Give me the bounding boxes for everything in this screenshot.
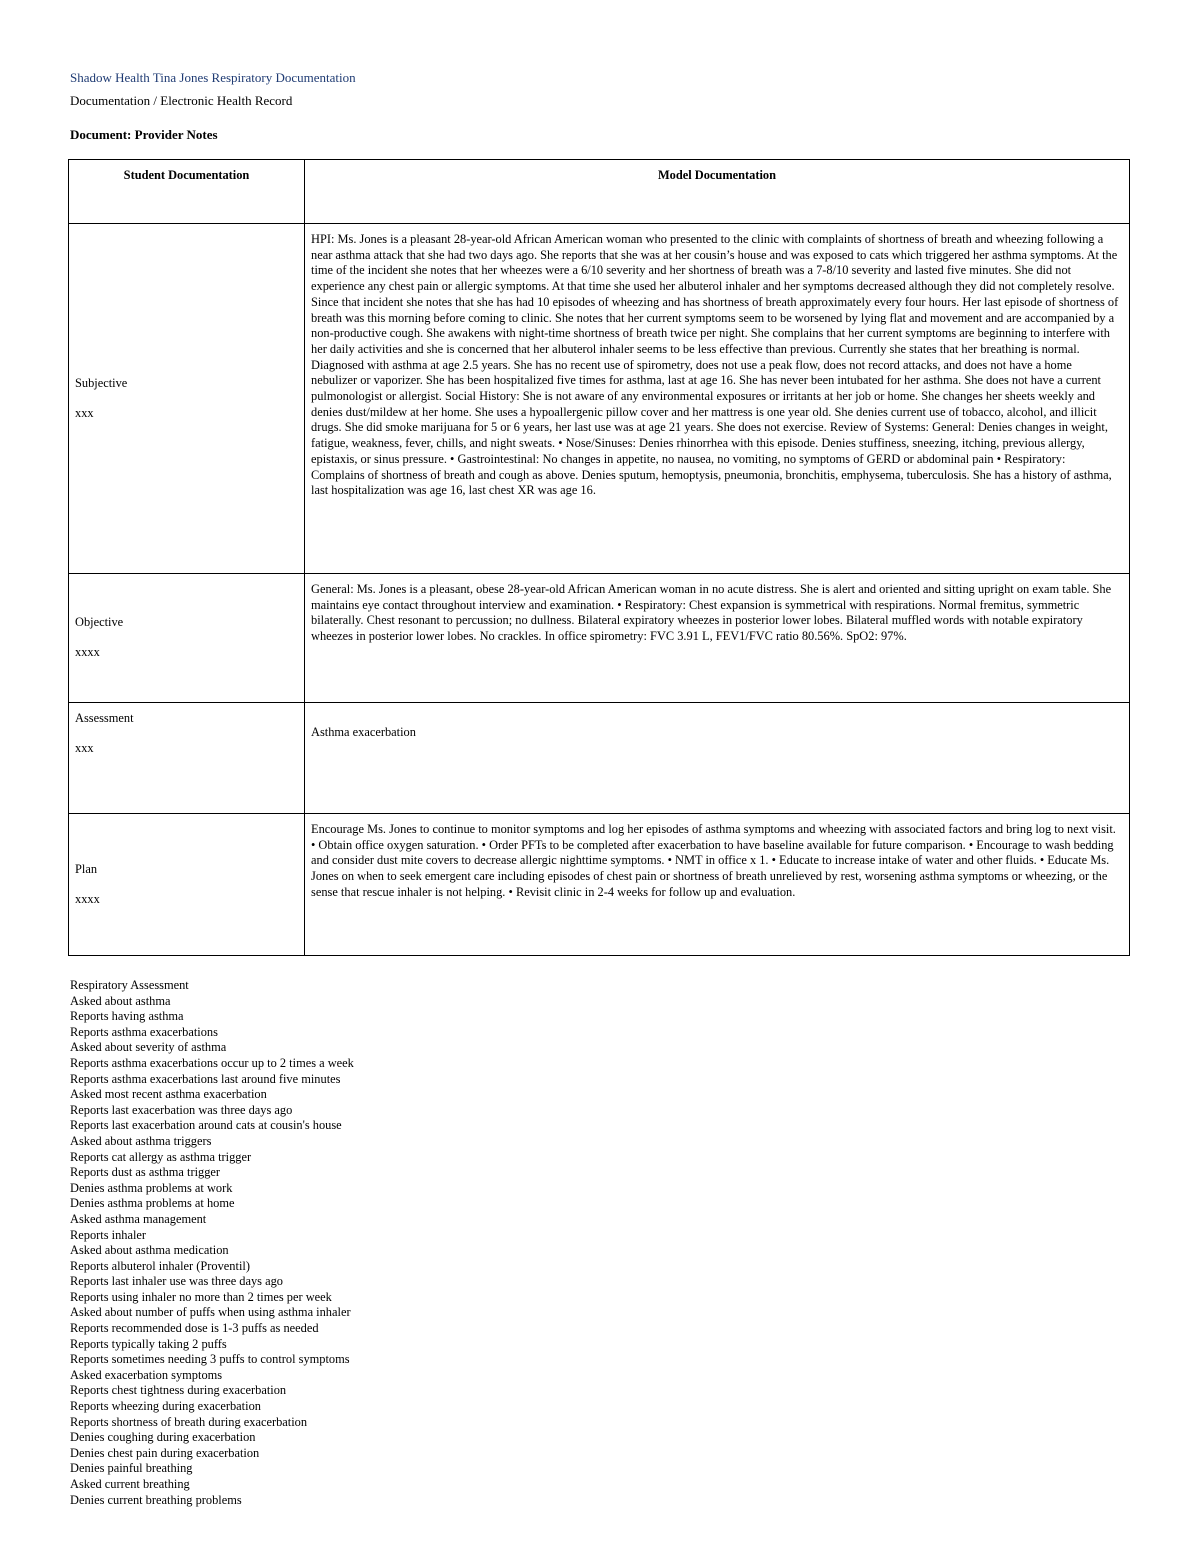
list-item: Reports having asthma bbox=[70, 1009, 184, 1024]
list-item: Asked exacerbation symptoms bbox=[70, 1367, 223, 1382]
list-item: Reports shortness of breath during exacerbation bbox=[70, 1414, 308, 1429]
model-cell-objective: General: Ms. Jones is a pleasant, obese 28-year-old African American woman in no acute distress. She is alert and oriented and sitting upright on exam table. She maintains eye contact throughout interview and examination. • Respiratory: Chest expansion is symmetrical with respirations. Normal fremitus, symmetric bilaterally. Chest resonant to percussion; no dullness. Bilateral expiratory wheezes in posterior lower lobes. Bilateral muffled words with notable expiratory wheezes in posterior lower lobes. No crackles. In office spirometry: FVC 3.91 L, FEV1/FVC ratio 80.56%. SpO2: 97%. bbox=[305, 574, 1130, 703]
list-item: Reports asthma exacerbations last around five minutes bbox=[70, 1071, 341, 1086]
list-item: Denies coughing during exacerbation bbox=[70, 1430, 256, 1445]
list-item: Reports inhaler bbox=[70, 1227, 147, 1242]
provider-notes-table bbox=[68, 159, 1130, 956]
document-label-key: Document: bbox=[70, 127, 132, 142]
list-item: Reports sometimes needing 3 puffs to control symptoms bbox=[70, 1352, 350, 1367]
table-row-plan bbox=[69, 814, 1130, 956]
student-entry-objective: xxxx bbox=[75, 645, 100, 659]
row-label-assessment: Assessment bbox=[75, 711, 134, 725]
list-item: Asked current breathing bbox=[70, 1477, 190, 1491]
list-item: Asked about severity of asthma bbox=[70, 1040, 227, 1055]
table-row-subjective bbox=[69, 224, 1130, 574]
list-item: Reports last inhaler use was three days ago bbox=[70, 1274, 283, 1289]
table-header-row bbox=[69, 160, 1130, 224]
student-cell-assessment bbox=[69, 703, 305, 814]
row-label-plan: Plan bbox=[75, 861, 98, 876]
row-label-subjective: Subjective bbox=[75, 375, 128, 390]
model-cell-plan: Encourage Ms. Jones to continue to monitor symptoms and log her episodes of asthma symptoms and wheezing with associated factors and bring log to next visit. • Obtain office oxygen saturation. • Order PFTs to be completed after exacerbation to have baseline available for future comparison. • Encourage to wash bedding and consider dust mite covers to decrease allergic nighttime symptoms. • NMT in office x 1. • Educate to increase intake of water and other fluids. • Educate Ms. Jones on when to seek emergent care including episodes of chest pain or shortness of breath unrelieved by rest, worsening asthma symptoms or wheezing, or the sense that rescue inhaler is not helping. • Revisit clinic in 2-4 weeks for follow up and evaluation. bbox=[305, 814, 1130, 956]
list-item: Asked about asthma medication bbox=[70, 1243, 229, 1258]
row-label-objective: Objective bbox=[75, 615, 124, 630]
list-item: Reports chest tightness during exacerbation bbox=[70, 1383, 287, 1398]
document-subtitle: Documentation / Electronic Health Record bbox=[70, 93, 293, 108]
list-item: Denies asthma problems at work bbox=[70, 1180, 233, 1195]
list-item: Reports last exacerbation was three days ago bbox=[70, 1102, 293, 1117]
findings-list bbox=[70, 978, 354, 1508]
list-item: Denies painful breathing bbox=[70, 1461, 193, 1476]
list-item: Denies asthma problems at home bbox=[70, 1196, 235, 1211]
student-cell-objective bbox=[69, 574, 305, 703]
table-row-assessment bbox=[69, 703, 1130, 814]
student-entry-assessment: xxx bbox=[75, 740, 94, 755]
model-cell-subjective: HPI: Ms. Jones is a pleasant 28-year-old African American woman who presented to the clinic with complaints of shortness of breath and wheezing following a near asthma attack that she had two days ago. She reports that she was at her cousin’s house and was exposed to cats which triggered her asthma symptoms. At the time of the incident she notes that her wheezes were a 6/10 severity and her shortness of breath was a 7-8/10 severity and lasted five minutes. She did not experience any chest pain or allergic symptoms. At that time she used her albuterol inhaler and her symptoms decreased although they did not completely resolve. Since that incident she notes that she has had 10 episodes of wheezing and has shortness of breath approximately every four hours. Her last episode of shortness of breath was this morning before coming to clinic. She notes that her current symptoms seem to be worsened by lying flat and movement and are accompanied by a non-productive cough. She awakens with night-time shortness of breath twice per night. She complains that her current symptoms are beginning to interfere with her daily activities and she is concerned that her albuterol inhaler seems to be less effective than previous. Currently she states that her breathing is normal. Diagnosed with asthma at age 2.5 years. She has no recent use of spirometry, does not use a peak flow, does not record attacks, and does not have a home nebulizer or vaporizer. She has been hospitalized five times for asthma, last at age 16. She has never been intubated for her asthma. She does not have a current pulmonologist or allergist. Social History: She is not aware of any environmental exposures or irritants at her job or home. She changes her sheets weekly and denies dust/mildew at her home. She uses a hypoallergenic pillow cover and her mattress is one year old. She denies current use of tobacco, alcohol, and illicit drugs. She did smoke marijuana for 5 or 6 years, her last use was at age 21 years. She does not exercise. Review of Systems: General: Denies changes in weight, fatigue, weakness, fever, chills, and night sweats. • Nose/Sinuses: Denies rhinorrhea with this episode. Denies stuffiness, sneezing, itching, previous allergy, epistaxis, or sinus pressure. • Gastrointestinal: No changes in appetite, no nausea, no vomiting, no symptoms of GERD or abdominal pain • Respiratory: Complains of shortness of breath and cough as above. Denies sputum, hemoptysis, pneumonia, bronchitis, emphysema, tuberculosis. She has a history of asthma, last hospitalization was age 16, last chest XR was age 16. bbox=[305, 224, 1130, 574]
student-cell-subjective bbox=[69, 224, 305, 574]
list-item: Reports dust as asthma trigger bbox=[70, 1165, 221, 1180]
list-item: Reports wheezing during exacerbation bbox=[70, 1399, 261, 1414]
table-row-objective bbox=[69, 574, 1130, 703]
list-item: Reports albuterol inhaler (Proventil) bbox=[70, 1258, 250, 1273]
student-cell-plan bbox=[69, 814, 305, 956]
list-item: Denies current breathing problems bbox=[70, 1492, 242, 1507]
list-item: Asked most recent asthma exacerbation bbox=[70, 1087, 267, 1102]
student-entry-subjective: xxx bbox=[75, 405, 94, 420]
document-title: Shadow Health Tina Jones Respiratory Documentation bbox=[70, 70, 356, 85]
list-item: Respiratory Assessment bbox=[70, 978, 189, 992]
list-item: Denies chest pain during exacerbation bbox=[70, 1445, 260, 1460]
list-item: Asked about asthma triggers bbox=[70, 1133, 212, 1148]
list-item: Reports recommended dose is 1-3 puffs as needed bbox=[70, 1321, 319, 1336]
list-item: Reports typically taking 2 puffs bbox=[70, 1336, 227, 1351]
document-label-value: Provider Notes bbox=[134, 127, 218, 142]
list-item: Reports last exacerbation around cats at cousin's house bbox=[70, 1118, 342, 1133]
list-item: Asked asthma management bbox=[70, 1211, 207, 1226]
list-item: Asked about asthma bbox=[70, 993, 171, 1008]
column-header-model: Model Documentation bbox=[305, 160, 1130, 224]
list-item: Reports asthma exacerbations occur up to 2 times a week bbox=[70, 1055, 354, 1070]
list-item: Reports cat allergy as asthma trigger bbox=[70, 1149, 252, 1164]
column-header-student: Student Documentation bbox=[69, 160, 305, 224]
document-type-label bbox=[70, 127, 218, 143]
list-item: Reports asthma exacerbations bbox=[70, 1024, 218, 1039]
student-entry-plan: xxxx bbox=[75, 891, 100, 906]
list-item: Reports using inhaler no more than 2 times per week bbox=[70, 1289, 332, 1304]
list-item: Asked about number of puffs when using asthma inhaler bbox=[70, 1305, 351, 1320]
model-cell-assessment: Asthma exacerbation bbox=[305, 703, 1130, 814]
